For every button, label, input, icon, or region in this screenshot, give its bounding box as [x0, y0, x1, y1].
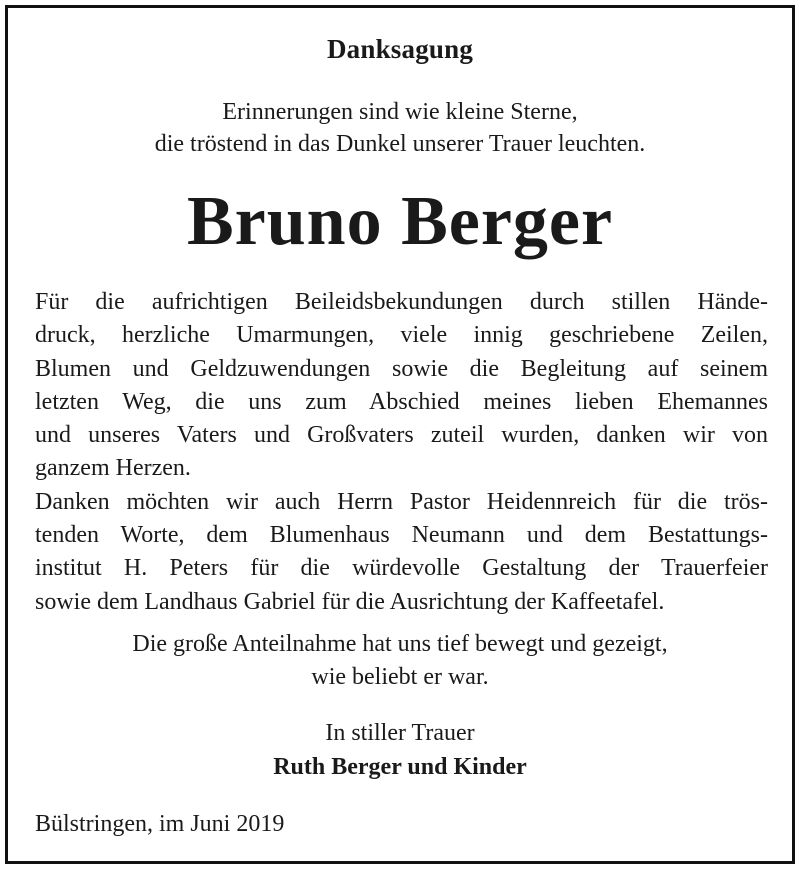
closing-line: wie beliebt er war.	[311, 664, 489, 690]
signature-block	[8, 716, 792, 784]
body-line: druck, herzliche Umarmungen, viele innig geschriebene Zeilen,	[35, 322, 768, 349]
obituary-notice	[5, 5, 795, 864]
closing-statement	[8, 628, 792, 694]
thanks-paragraph	[35, 286, 768, 619]
notice-heading: Danksagung	[326, 34, 474, 64]
memorial-quote	[8, 96, 792, 160]
closing-line: Die große Anteilnahme hat uns tief bewegt und gezeigt,	[132, 631, 668, 657]
body-line: letzten Weg, die uns zum Abschied meines lieben Ehemannes	[35, 388, 768, 415]
quote-line: Erinnerungen sind wie kleine Sterne,	[222, 99, 578, 125]
body-line: sowie dem Landhaus Gabriel für die Ausrichtung der Kaffeetafel.	[35, 588, 665, 615]
body-line: Danken möchten wir auch Herrn Pastor Heidennreich für die trös-	[35, 488, 768, 515]
quote-line: die tröstend in das Dunkel unserer Trauer leuchten.	[154, 131, 646, 157]
body-line: Blumen und Geldzuwendungen sowie die Begleitung auf seinem	[35, 355, 768, 382]
deceased-name: Bruno Berger	[186, 183, 614, 260]
body-line: ganzem Herzen.	[35, 455, 191, 482]
mourning-phrase: In stiller Trauer	[325, 720, 475, 746]
signers: Ruth Berger und Kinder	[273, 754, 527, 780]
place-date: Bülstringen, im Juni 2019	[35, 811, 285, 837]
body-line: tenden Worte, dem Blumenhaus Neumann und dem Bestattungs-	[35, 522, 768, 549]
body-line: und unseres Vaters und Großvaters zuteil wurden, danken wir von	[35, 422, 768, 449]
body-line: Für die aufrichtigen Beileidsbekundungen durch stillen Hände-	[35, 289, 768, 315]
body-line: institut H. Peters für die würdevolle Gestaltung der Trauerfeier	[35, 555, 768, 582]
